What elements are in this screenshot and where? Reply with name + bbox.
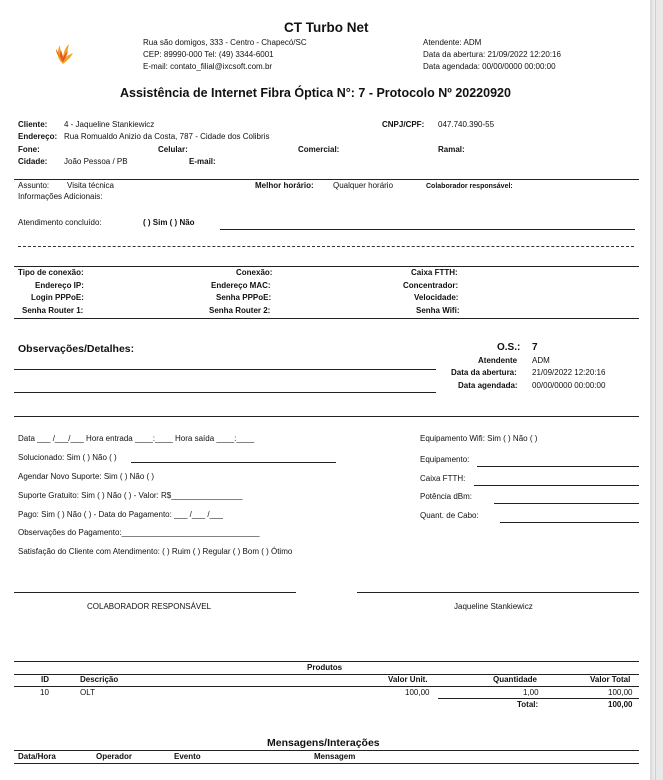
senha-router2-label: Senha Router 2:: [209, 306, 271, 315]
atendimento-line: [220, 229, 635, 230]
ramal-label: Ramal:: [438, 145, 465, 154]
endereco-ip-label: Endereço IP:: [35, 281, 84, 290]
messages-title: Mensagens/Interações: [267, 737, 380, 749]
messages-title-line: [14, 750, 639, 751]
obs-abertura-value: 21/09/2022 12:20:16: [532, 368, 606, 377]
equipamento-label: Equipamento:: [420, 455, 470, 464]
obs-abertura-label: Data da abertura:: [451, 368, 517, 377]
col-header-valor-unit: Valor Unit.: [388, 675, 428, 684]
company-email: E-mail: contato_filial@ixcsoft.com.br: [143, 62, 273, 71]
fone-label: Fone:: [18, 145, 40, 154]
row-quantidade: 1,00: [523, 688, 539, 697]
login-pppoe-label: Login PPPoE:: [31, 293, 84, 302]
obs-atendente-label: Atendente: [478, 356, 518, 365]
senha-wifi-label: Senha Wifi:: [416, 306, 460, 315]
atendimento-label: Atendimento concluído:: [18, 218, 102, 227]
caixa-ftth-line: [474, 485, 639, 486]
row-valor-total: 100,00: [608, 688, 633, 697]
products-top-line: [14, 661, 639, 662]
satisfacao-field: Satisfação do Cliente com Atendimento: ( ) Ruim ( ) Regular ( ) Bom ( ) Ótimo: [18, 547, 293, 556]
cidade-label: Cidade:: [18, 157, 48, 166]
total-line: [438, 698, 639, 699]
cnpj-value: 047.740.390-55: [438, 120, 495, 129]
cidade-value: João Pessoa / PB: [64, 157, 128, 166]
col-header-id: ID: [41, 675, 49, 684]
company-logo-icon: [50, 40, 76, 66]
signature-cliente-label: Jaqueline Stankiewicz: [454, 602, 533, 611]
msg-col-evento: Evento: [174, 752, 201, 761]
agendar-field: Agendar Novo Suporte: Sim ( ) Não ( ): [18, 472, 155, 481]
signature-line-cliente: [357, 592, 639, 593]
cut-line: [18, 246, 634, 247]
pago-field: Pago: Sim ( ) Não ( ) - Data do Pagamento: ___ /___ /___: [18, 510, 223, 519]
row-valor-unit: 100,00: [405, 688, 430, 697]
vertical-scrollbar[interactable]: [655, 0, 663, 780]
atendimento-options: ( ) Sim ( ) Não: [143, 218, 195, 227]
msg-col-mensagem: Mensagem: [314, 752, 356, 761]
quant-cabo-line: [500, 522, 639, 523]
company-name: CT Turbo Net: [284, 20, 369, 35]
caixa-ftth-field-label: Caixa FTTH:: [420, 474, 466, 483]
info-adicionais-label: Informações Adicionais:: [18, 192, 103, 201]
equipamento-line: [477, 466, 639, 467]
concentrador-label: Concentrador:: [403, 281, 459, 290]
data-hora-line: Data ___ /___/___ Hora entrada ____:____ Hora saída ____:____: [18, 434, 255, 443]
endereco-label: Endereço:: [18, 132, 58, 141]
divider: [14, 179, 639, 180]
melhor-horario-label: Melhor horário:: [255, 181, 314, 190]
signature-line-colaborador: [14, 592, 296, 593]
total-label: Total:: [517, 700, 539, 709]
quant-cabo-label: Quant. de Cabo:: [420, 511, 479, 520]
senha-router1-label: Senha Router 1:: [22, 306, 84, 315]
comercial-label: Comercial:: [298, 145, 340, 154]
caixa-ftth-label: Caixa FTTH:: [411, 268, 458, 277]
products-header-line: [14, 686, 639, 687]
total-value: 100,00: [608, 700, 633, 709]
msg-col-data-hora: Data/Hora: [18, 752, 56, 761]
divider: [14, 266, 639, 267]
header-data-agendada: Data agendada: 00/00/0000 00:00:00: [423, 62, 556, 71]
obs-atendente-value: ADM: [532, 356, 550, 365]
products-title: Produtos: [307, 663, 343, 672]
assunto-label: Assunto:: [18, 181, 50, 190]
row-id: 10: [40, 688, 49, 697]
os-value: 7: [532, 342, 538, 353]
senha-pppoe-label: Senha PPPoE:: [216, 293, 272, 302]
colaborador-label: Colaborador responsável:: [426, 183, 513, 190]
obs-pagamento-field: Observações do Pagamento:_______________________________: [18, 528, 260, 537]
col-header-quantidade: Quantidade: [493, 675, 538, 684]
os-label: O.S.:: [497, 342, 521, 353]
suporte-gratuito-field: Suporte Gratuito: Sim ( ) Não ( ) - Valor: R$________________: [18, 491, 243, 500]
msg-col-operador: Operador: [96, 752, 133, 761]
solucionado-field: Solucionado: Sim ( ) Não ( ): [18, 453, 117, 462]
col-header-descricao: Descrição: [80, 675, 119, 684]
cliente-value: 4 - Jaqueline Stankiewicz: [64, 120, 155, 129]
solucionado-line: [131, 462, 336, 463]
divider: [14, 318, 639, 319]
cliente-label: Cliente:: [18, 120, 48, 129]
assunto-value: Visita técnica: [67, 181, 114, 190]
tipo-conexao-label: Tipo de conexão:: [18, 268, 84, 277]
potencia-line: [494, 503, 639, 504]
obs-line: [14, 369, 436, 370]
email-label: E-mail:: [189, 157, 216, 166]
melhor-horario-value: Qualquer horário: [333, 181, 394, 190]
observacoes-title: Observações/Detalhes:: [18, 343, 135, 355]
obs-agendada-label: Data agendada:: [458, 381, 518, 390]
obs-line: [14, 392, 436, 393]
messages-header-line: [14, 763, 639, 764]
endereco-value: Rua Romualdo Anizio da Costa, 787 - Cidade dos Colibris: [64, 132, 270, 141]
velocidade-label: Velocidade:: [414, 293, 459, 302]
header-atendente: Atendente: ADM: [423, 38, 482, 47]
row-descricao: OLT: [80, 688, 95, 697]
conexao-label: Conexão:: [236, 268, 273, 277]
company-cep-tel: CEP: 89990-000 Tel: (49) 3344-6001: [143, 50, 274, 59]
header-data-abertura: Data da abertura: 21/09/2022 12:20:16: [423, 50, 561, 59]
endereco-mac-label: Endereço MAC:: [211, 281, 271, 290]
signature-colaborador-label: COLABORADOR RESPONSÁVEL: [87, 602, 212, 611]
cnpj-label: CNPJ/CPF:: [382, 120, 425, 129]
obs-agendada-value: 00/00/0000 00:00:00: [532, 381, 606, 390]
obs-line: [14, 416, 639, 417]
celular-label: Celular:: [158, 145, 188, 154]
company-address: Rua são domigos, 333 - Centro - Chapecó/SC: [143, 38, 307, 47]
document-title: Assistência de Internet Fibra Óptica N°: 7 - Protocolo Nº 20220920: [120, 86, 511, 100]
potencia-label: Potência dBm:: [420, 492, 473, 501]
equip-wifi-field: Equipamento Wifi: Sim ( ) Não ( ): [420, 434, 538, 443]
col-header-valor-total: Valor Total: [590, 675, 631, 684]
